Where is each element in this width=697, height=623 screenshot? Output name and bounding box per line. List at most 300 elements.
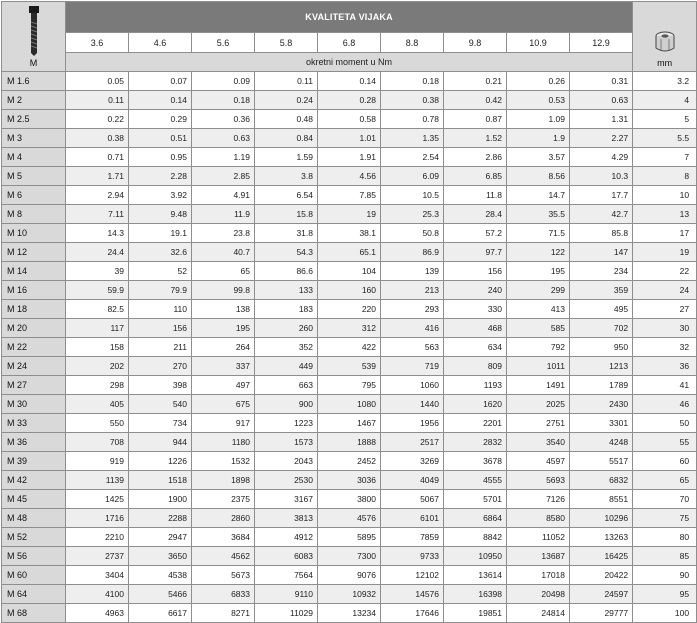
torque-value-cell: 54.3 — [255, 243, 318, 262]
torque-value-cell: 3540 — [507, 433, 570, 452]
torque-value-cell: 156 — [129, 319, 192, 338]
torque-value-cell: 240 — [444, 281, 507, 300]
torque-value-cell: 1620 — [444, 395, 507, 414]
torque-value-cell: 2.54 — [381, 148, 444, 167]
torque-value-cell: 19 — [318, 205, 381, 224]
torque-value-cell: 1193 — [444, 376, 507, 395]
torque-value-cell: 663 — [255, 376, 318, 395]
torque-value-cell: 312 — [318, 319, 381, 338]
torque-value-cell: 23.8 — [192, 224, 255, 243]
torque-value-cell: 1060 — [381, 376, 444, 395]
torque-value-cell: 3684 — [192, 528, 255, 547]
torque-value-cell: 147 — [570, 243, 633, 262]
torque-value-cell: 19851 — [444, 604, 507, 623]
torque-value-cell: 19.1 — [129, 224, 192, 243]
torque-value-cell: 0.18 — [192, 91, 255, 110]
torque-value-cell: 2947 — [129, 528, 192, 547]
torque-value-cell: 202 — [66, 357, 129, 376]
table-row — [2, 452, 697, 471]
torque-value-cell: 13614 — [444, 566, 507, 585]
torque-value-cell: 38.1 — [318, 224, 381, 243]
wrench-size-cell: 50 — [633, 414, 697, 433]
torque-value-cell: 298 — [66, 376, 129, 395]
table-body — [2, 72, 697, 623]
bolt-size-cell: M 3 — [2, 129, 66, 148]
torque-value-cell: 160 — [318, 281, 381, 300]
bolt-size-cell: M 60 — [2, 566, 66, 585]
torque-value-cell: 9733 — [381, 547, 444, 566]
table-row — [2, 281, 697, 300]
wrench-size-cell: 100 — [633, 604, 697, 623]
torque-value-cell: 71.5 — [507, 224, 570, 243]
torque-value-cell: 3.92 — [129, 186, 192, 205]
table-row — [2, 243, 697, 262]
torque-value-cell: 6101 — [381, 509, 444, 528]
torque-value-cell: 156 — [444, 262, 507, 281]
torque-value-cell: 0.28 — [318, 91, 381, 110]
grade-header: 3.6 — [66, 33, 129, 53]
table-row — [2, 566, 697, 585]
torque-value-cell: 5673 — [192, 566, 255, 585]
torque-value-cell: 10.3 — [570, 167, 633, 186]
torque-value-cell: 0.84 — [255, 129, 318, 148]
torque-value-cell: 0.71 — [66, 148, 129, 167]
table-row — [2, 490, 697, 509]
table-row — [2, 604, 697, 623]
bolt-size-cell: M 18 — [2, 300, 66, 319]
torque-value-cell: 917 — [192, 414, 255, 433]
torque-value-cell: 3.8 — [255, 167, 318, 186]
wrench-size-cell: 70 — [633, 490, 697, 509]
torque-value-cell: 14.3 — [66, 224, 129, 243]
torque-value-cell: 9076 — [318, 566, 381, 585]
torque-value-cell: 468 — [444, 319, 507, 338]
table-row — [2, 186, 697, 205]
torque-value-cell: 13234 — [318, 604, 381, 623]
table-row — [2, 262, 697, 281]
torque-value-cell: 133 — [255, 281, 318, 300]
bolt-size-cell: M 22 — [2, 338, 66, 357]
bolt-size-cell: M 10 — [2, 224, 66, 243]
torque-value-cell: 6.54 — [255, 186, 318, 205]
torque-value-cell: 0.22 — [66, 110, 129, 129]
torque-value-cell: 35.5 — [507, 205, 570, 224]
torque-value-cell: 585 — [507, 319, 570, 338]
wrench-size-header — [633, 2, 697, 72]
torque-value-cell: 28.4 — [444, 205, 507, 224]
grade-header: 5.6 — [192, 33, 255, 53]
wrench-size-cell: 27 — [633, 300, 697, 319]
torque-value-cell: 675 — [192, 395, 255, 414]
torque-value-cell: 270 — [129, 357, 192, 376]
torque-value-cell: 11052 — [507, 528, 570, 547]
torque-value-cell: 2860 — [192, 509, 255, 528]
torque-value-cell: 2.85 — [192, 167, 255, 186]
table-row — [2, 433, 697, 452]
torque-value-cell: 5517 — [570, 452, 633, 471]
grade-header: 8.8 — [381, 33, 444, 53]
torque-value-cell: 702 — [570, 319, 633, 338]
torque-value-cell: 4100 — [66, 585, 129, 604]
torque-value-cell: 0.11 — [66, 91, 129, 110]
nut-icon — [633, 30, 696, 56]
wrench-size-cell: 85 — [633, 547, 697, 566]
bolt-size-cell: M 12 — [2, 243, 66, 262]
torque-value-cell: 24814 — [507, 604, 570, 623]
bolt-size-cell: M 27 — [2, 376, 66, 395]
table-row — [2, 148, 697, 167]
torque-value-cell: 1425 — [66, 490, 129, 509]
torque-value-cell: 0.95 — [129, 148, 192, 167]
torque-value-cell: 1139 — [66, 471, 129, 490]
torque-value-cell: 15.8 — [255, 205, 318, 224]
torque-value-cell: 13687 — [507, 547, 570, 566]
torque-value-cell: 14576 — [381, 585, 444, 604]
wrench-size-cell: 95 — [633, 585, 697, 604]
torque-value-cell: 0.58 — [318, 110, 381, 129]
torque-value-cell: 405 — [66, 395, 129, 414]
torque-value-cell: 919 — [66, 452, 129, 471]
torque-value-cell: 17.7 — [570, 186, 633, 205]
torque-value-cell: 4248 — [570, 433, 633, 452]
torque-value-cell: 86.6 — [255, 262, 318, 281]
torque-value-cell: 2430 — [570, 395, 633, 414]
torque-value-cell: 11.9 — [192, 205, 255, 224]
torque-value-cell: 422 — [318, 338, 381, 357]
table-row — [2, 585, 697, 604]
torque-value-cell: 0.14 — [129, 91, 192, 110]
bolt-size-cell: M 2.5 — [2, 110, 66, 129]
torque-value-cell: 195 — [507, 262, 570, 281]
table-row — [2, 110, 697, 129]
torque-value-cell: 2517 — [381, 433, 444, 452]
table-row — [2, 167, 697, 186]
table-row — [2, 414, 697, 433]
torque-value-cell: 29777 — [570, 604, 633, 623]
wrench-size-cell: 46 — [633, 395, 697, 414]
torque-value-cell: 950 — [570, 338, 633, 357]
torque-value-cell: 3813 — [255, 509, 318, 528]
bolt-size-cell: M 14 — [2, 262, 66, 281]
torque-value-cell: 8271 — [192, 604, 255, 623]
table-row — [2, 205, 697, 224]
torque-value-cell: 234 — [570, 262, 633, 281]
torque-value-cell: 0.07 — [129, 72, 192, 91]
torque-value-cell: 4.29 — [570, 148, 633, 167]
torque-value-cell: 9110 — [255, 585, 318, 604]
torque-value-cell: 3650 — [129, 547, 192, 566]
wrench-size-cell: 7 — [633, 148, 697, 167]
torque-value-cell: 7.85 — [318, 186, 381, 205]
torque-value-cell: 0.42 — [444, 91, 507, 110]
torque-value-cell: 708 — [66, 433, 129, 452]
table-row — [2, 129, 697, 148]
wrench-size-cell: 19 — [633, 243, 697, 262]
torque-value-cell: 299 — [507, 281, 570, 300]
wrench-size-cell: 30 — [633, 319, 697, 338]
torque-value-cell: 6833 — [192, 585, 255, 604]
torque-value-cell: 4.91 — [192, 186, 255, 205]
torque-value-cell: 8.56 — [507, 167, 570, 186]
torque-value-cell: 42.7 — [570, 205, 633, 224]
grade-header: 4.6 — [129, 33, 192, 53]
torque-value-cell: 14.7 — [507, 186, 570, 205]
torque-value-cell: 1180 — [192, 433, 255, 452]
torque-value-cell: 2.94 — [66, 186, 129, 205]
torque-value-cell: 17018 — [507, 566, 570, 585]
torque-value-cell: 1.71 — [66, 167, 129, 186]
torque-value-cell: 4555 — [444, 471, 507, 490]
torque-value-cell: 1440 — [381, 395, 444, 414]
torque-value-cell: 10950 — [444, 547, 507, 566]
bolt-size-cell: M 2 — [2, 91, 66, 110]
torque-value-cell: 24597 — [570, 585, 633, 604]
torque-value-cell: 7.11 — [66, 205, 129, 224]
wrench-size-cell: 13 — [633, 205, 697, 224]
bolt-size-cell: M 8 — [2, 205, 66, 224]
torque-value-cell: 4963 — [66, 604, 129, 623]
wrench-size-cell: 60 — [633, 452, 697, 471]
grade-header: 5.8 — [255, 33, 318, 53]
torque-value-cell: 449 — [255, 357, 318, 376]
wrench-size-cell: 22 — [633, 262, 697, 281]
wrench-size-cell: 10 — [633, 186, 697, 205]
torque-value-cell: 158 — [66, 338, 129, 357]
bolt-size-cell: M 1.6 — [2, 72, 66, 91]
bolt-size-cell: M 45 — [2, 490, 66, 509]
wrench-size-cell: 80 — [633, 528, 697, 547]
torque-value-cell: 0.63 — [192, 129, 255, 148]
wrench-size-cell: 24 — [633, 281, 697, 300]
torque-value-cell: 25.3 — [381, 205, 444, 224]
torque-value-cell: 0.26 — [507, 72, 570, 91]
torque-value-cell: 1226 — [129, 452, 192, 471]
torque-value-cell: 1467 — [318, 414, 381, 433]
bolt-size-cell: M 36 — [2, 433, 66, 452]
wrench-size-cell: 65 — [633, 471, 697, 490]
torque-value-cell: 82.5 — [66, 300, 129, 319]
torque-value-cell: 293 — [381, 300, 444, 319]
torque-value-cell: 13263 — [570, 528, 633, 547]
torque-value-cell: 2832 — [444, 433, 507, 452]
torque-value-cell: 220 — [318, 300, 381, 319]
torque-value-cell: 0.21 — [444, 72, 507, 91]
torque-value-cell: 57.2 — [444, 224, 507, 243]
torque-value-cell: 3269 — [381, 452, 444, 471]
table-row — [2, 338, 697, 357]
torque-value-cell: 17646 — [381, 604, 444, 623]
torque-value-cell: 1900 — [129, 490, 192, 509]
torque-value-cell: 32.6 — [129, 243, 192, 262]
torque-value-cell: 2043 — [255, 452, 318, 471]
torque-value-cell: 734 — [129, 414, 192, 433]
torque-value-cell: 3036 — [318, 471, 381, 490]
torque-value-cell: 6617 — [129, 604, 192, 623]
torque-value-cell: 0.51 — [129, 129, 192, 148]
torque-value-cell: 65.1 — [318, 243, 381, 262]
torque-value-cell: 550 — [66, 414, 129, 433]
wrench-size-cell: 8 — [633, 167, 697, 186]
torque-value-cell: 6864 — [444, 509, 507, 528]
torque-value-cell: 1789 — [570, 376, 633, 395]
torque-value-cell: 1213 — [570, 357, 633, 376]
torque-value-cell: 4.56 — [318, 167, 381, 186]
torque-value-cell: 795 — [318, 376, 381, 395]
torque-value-cell: 5895 — [318, 528, 381, 547]
torque-value-cell: 2.28 — [129, 167, 192, 186]
table-row — [2, 528, 697, 547]
torque-value-cell: 540 — [129, 395, 192, 414]
torque-value-cell: 1.19 — [192, 148, 255, 167]
torque-value-cell: 1.09 — [507, 110, 570, 129]
torque-value-cell: 1716 — [66, 509, 129, 528]
torque-value-cell: 1888 — [318, 433, 381, 452]
torque-value-cell: 4538 — [129, 566, 192, 585]
torque-value-cell: 944 — [129, 433, 192, 452]
torque-value-cell: 5701 — [444, 490, 507, 509]
torque-value-cell: 4912 — [255, 528, 318, 547]
torque-value-cell: 0.53 — [507, 91, 570, 110]
torque-value-cell: 79.9 — [129, 281, 192, 300]
torque-value-cell: 3800 — [318, 490, 381, 509]
torque-value-cell: 0.38 — [381, 91, 444, 110]
torque-value-cell: 122 — [507, 243, 570, 262]
wrench-size-cell: 3.2 — [633, 72, 697, 91]
torque-value-cell: 2.27 — [570, 129, 633, 148]
table-row — [2, 319, 697, 338]
bolt-size-cell: M 64 — [2, 585, 66, 604]
torque-value-cell: 337 — [192, 357, 255, 376]
wrench-size-cell: 4 — [633, 91, 697, 110]
torque-value-cell: 1.59 — [255, 148, 318, 167]
torque-value-cell: 8842 — [444, 528, 507, 547]
torque-value-cell: 2737 — [66, 547, 129, 566]
torque-value-cell: 7564 — [255, 566, 318, 585]
torque-value-cell: 2751 — [507, 414, 570, 433]
torque-value-cell: 719 — [381, 357, 444, 376]
torque-value-cell: 2201 — [444, 414, 507, 433]
wrench-size-cell: 36 — [633, 357, 697, 376]
bolt-size-cell: M 5 — [2, 167, 66, 186]
torque-value-cell: 0.14 — [318, 72, 381, 91]
torque-value-cell: 0.31 — [570, 72, 633, 91]
bolt-size-cell: M 6 — [2, 186, 66, 205]
torque-value-cell: 211 — [129, 338, 192, 357]
table-row — [2, 395, 697, 414]
torque-value-cell: 5466 — [129, 585, 192, 604]
torque-value-cell: 3.57 — [507, 148, 570, 167]
torque-value-cell: 3678 — [444, 452, 507, 471]
grade-row — [2, 33, 697, 53]
torque-value-cell: 65 — [192, 262, 255, 281]
torque-value-cell: 4576 — [318, 509, 381, 528]
torque-value-cell: 40.7 — [192, 243, 255, 262]
torque-value-cell: 330 — [444, 300, 507, 319]
torque-value-cell: 0.36 — [192, 110, 255, 129]
torque-value-cell: 4049 — [381, 471, 444, 490]
torque-value-cell: 4597 — [507, 452, 570, 471]
torque-value-cell: 0.18 — [381, 72, 444, 91]
torque-value-cell: 10932 — [318, 585, 381, 604]
torque-value-cell: 8580 — [507, 509, 570, 528]
torque-value-cell: 7126 — [507, 490, 570, 509]
torque-value-cell: 1.91 — [318, 148, 381, 167]
torque-value-cell: 138 — [192, 300, 255, 319]
bolt-size-cell: M 56 — [2, 547, 66, 566]
torque-value-cell: 2288 — [129, 509, 192, 528]
table-row — [2, 72, 697, 91]
torque-value-cell: 6832 — [570, 471, 633, 490]
torque-value-cell: 117 — [66, 319, 129, 338]
bolt-size-label: M — [29, 58, 38, 68]
torque-value-cell: 2.86 — [444, 148, 507, 167]
table-title: KVALITETA VIJAKA — [66, 2, 633, 33]
torque-value-cell: 8551 — [570, 490, 633, 509]
wrench-size-cell: 5 — [633, 110, 697, 129]
torque-value-cell: 497 — [192, 376, 255, 395]
torque-value-cell: 2025 — [507, 395, 570, 414]
bolt-size-cell: M 30 — [2, 395, 66, 414]
torque-value-cell: 6.85 — [444, 167, 507, 186]
table-row — [2, 357, 697, 376]
torque-value-cell: 563 — [381, 338, 444, 357]
bolt-size-cell: M 24 — [2, 357, 66, 376]
grade-header: 9.8 — [444, 33, 507, 53]
torque-value-cell: 6083 — [255, 547, 318, 566]
torque-value-cell: 495 — [570, 300, 633, 319]
torque-value-cell: 900 — [255, 395, 318, 414]
torque-value-cell: 31.8 — [255, 224, 318, 243]
torque-value-cell: 1.52 — [444, 129, 507, 148]
wrench-size-label: mm — [657, 58, 673, 68]
torque-value-cell: 86.9 — [381, 243, 444, 262]
bolt-size-cell: M 42 — [2, 471, 66, 490]
torque-value-cell: 20498 — [507, 585, 570, 604]
grade-header: 10.9 — [507, 33, 570, 53]
grade-header: 6.8 — [318, 33, 381, 53]
torque-value-cell: 5693 — [507, 471, 570, 490]
torque-value-cell: 1956 — [381, 414, 444, 433]
torque-value-cell: 139 — [381, 262, 444, 281]
wrench-size-cell: 17 — [633, 224, 697, 243]
torque-value-cell: 3404 — [66, 566, 129, 585]
torque-value-cell: 0.78 — [381, 110, 444, 129]
wrench-size-cell: 55 — [633, 433, 697, 452]
table-row — [2, 91, 697, 110]
table-row — [2, 300, 697, 319]
table-row — [2, 547, 697, 566]
torque-value-cell: 99.8 — [192, 281, 255, 300]
torque-value-cell: 0.09 — [192, 72, 255, 91]
bolt-size-header — [2, 2, 66, 72]
torque-value-cell: 5067 — [381, 490, 444, 509]
torque-value-cell: 1491 — [507, 376, 570, 395]
torque-value-cell: 12102 — [381, 566, 444, 585]
torque-value-cell: 0.29 — [129, 110, 192, 129]
torque-value-cell: 359 — [570, 281, 633, 300]
bolt-icon — [2, 6, 65, 56]
torque-value-cell: 97.7 — [444, 243, 507, 262]
torque-value-cell: 1.9 — [507, 129, 570, 148]
bolt-size-cell: M 52 — [2, 528, 66, 547]
torque-value-cell: 16398 — [444, 585, 507, 604]
torque-value-cell: 20422 — [570, 566, 633, 585]
torque-value-cell: 110 — [129, 300, 192, 319]
table-row — [2, 224, 697, 243]
torque-value-cell: 413 — [507, 300, 570, 319]
wrench-size-cell: 5.5 — [633, 129, 697, 148]
torque-value-cell: 1532 — [192, 452, 255, 471]
